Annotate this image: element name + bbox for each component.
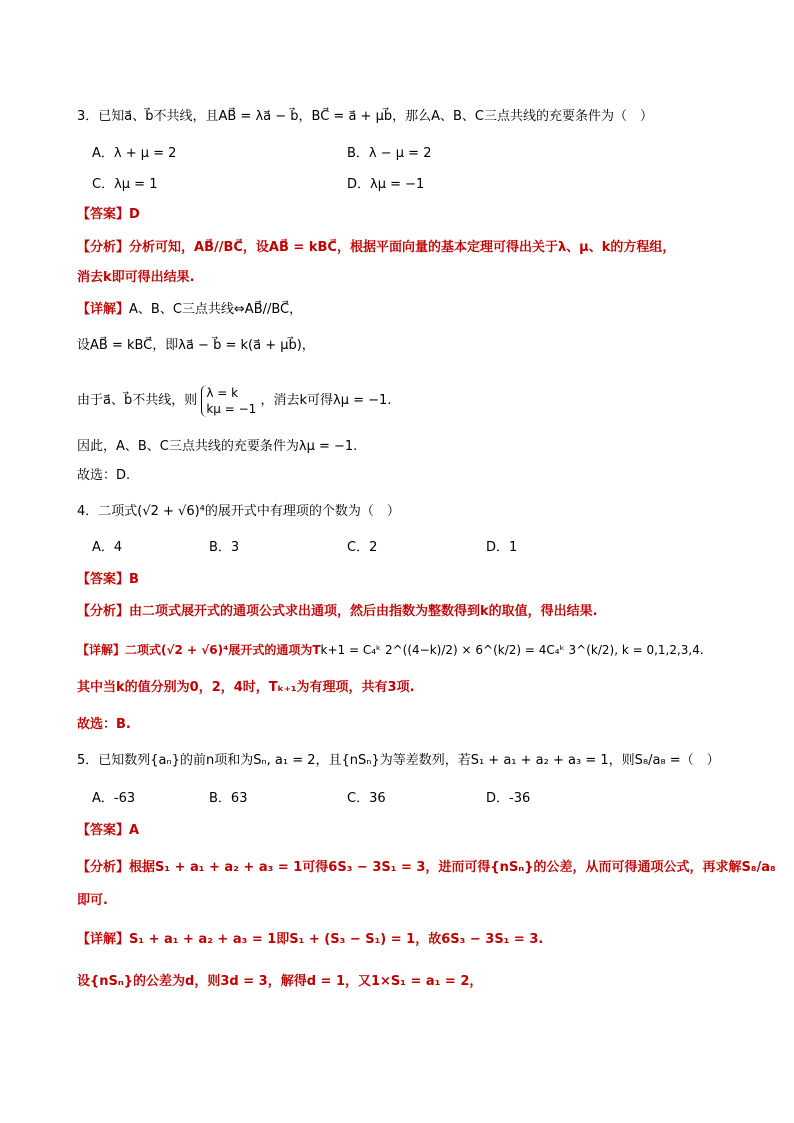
q3-answer-line — [77, 205, 734, 225]
system-bottom: kμ = −1 — [206, 402, 257, 416]
q5-option-d: D．-36 — [486, 791, 531, 806]
q3-analysis-line-1 — [77, 238, 734, 258]
q3-detail-line-2: 设AB⃗ = kBC⃗，即λa⃗ − b⃗ = k(a⃗ + μb⃗)， — [77, 338, 315, 353]
q3-detail-3-pre: 由于a⃗、b⃗不共线，则 — [77, 393, 198, 408]
q5-answer-line — [77, 821, 734, 841]
q5-answer: A — [129, 823, 140, 838]
q3-detail-line-3 — [77, 385, 734, 425]
q3-analysis-text-1: 分析可知，AB⃗//BC⃗，设AB⃗ = kBC⃗，根据平面向量的基本定理可得出关于λ、μ、k的方程组， — [129, 240, 676, 255]
q4-analysis-text-1: 由二项式展开式的通项公式求出通项，然后由指数为整数得到k的取值，得出结果. — [129, 604, 598, 619]
q3-option-a: A．λ + μ = 2 — [92, 146, 177, 161]
q3-answer: D — [129, 207, 140, 222]
q4-detail-line-2: 其中当k的值分别为0，2，4时，Tₖ₊₁为有理项，共有3项. — [77, 680, 415, 695]
q5-analysis-line-1 — [77, 858, 776, 878]
q5-detail-line-1 — [77, 930, 734, 950]
q3-detail-line-4: 因此，A、B、C三点共线的充要条件为λμ = −1. — [77, 439, 358, 454]
q5-analysis-line-2: 即可. — [77, 893, 108, 908]
q3-detail-text-1: A、B、C三点共线⇔AB⃗//BC⃗， — [129, 302, 303, 317]
q4-option-c: C．2 — [347, 540, 378, 555]
q3-detail-line-1 — [77, 300, 734, 320]
q3-stem: 3．已知a⃗、b⃗不共线，且AB⃗ = λa⃗ − b⃗，BC⃗ = a⃗ + μb⃗，那么A、B、C三点共线的充要条件为（ ） — [77, 109, 653, 124]
q5-stem: 5．已知数列{aₙ}的前n项和为Sₙ, a₁ = 2，且{nSₙ}为等差数列，若S₁ + a₁ + a₂ + a₃ = 1，则S₈/a₈ =（ ） — [77, 753, 720, 768]
answer-tag: 【答案】 — [77, 572, 130, 587]
answer-tag: 【答案】 — [77, 823, 130, 838]
detail-tag: 【详解】 — [77, 932, 130, 947]
q4-option-b: B．3 — [209, 540, 240, 555]
answer-tag: 【答案】 — [77, 207, 130, 222]
q4-detail-line-1 — [77, 640, 734, 660]
q4-analysis-line-1 — [77, 602, 734, 622]
detail-tag: 【详解】 — [77, 643, 126, 657]
analysis-tag: 【分析】 — [77, 860, 130, 875]
q5-analysis-text-1: 根据S₁ + a₁ + a₂ + a₃ = 1可得6S₃ − 3S₁ = 3，进而可得{nSₙ}的公差，从而可得通项公式，再求解S₈/a₈ — [129, 860, 776, 875]
q3-option-b: B．λ − μ = 2 — [347, 146, 432, 161]
q3-analysis-line-2: 消去k即可得出结果. — [77, 270, 195, 285]
q5-detail-line-2: 设{nSₙ}的公差为d，则3d = 3，解得d = 1，又1×S₁ = a₁ = 2， — [77, 974, 483, 989]
q5-detail-text-1: S₁ + a₁ + a₂ + a₃ = 1即S₁ + (S₃ − S₁) = 1，故6S₃ − 3S₁ = 3. — [129, 932, 544, 947]
q4-stem: 4．二项式(√2 + √6)⁴的展开式中有理项的个数为（ ） — [77, 504, 400, 519]
q5-option-a: A．-63 — [92, 791, 136, 806]
analysis-tag: 【分析】 — [77, 240, 130, 255]
q4-detail-formula: k+1 = C₄ᵏ 2^((4−k)/2) × 6^(k/2) = 4C₄ᵏ 3^(k/2), k = 0,1,2,3,4. — [320, 643, 704, 657]
q4-answer-line — [77, 570, 734, 590]
q4-option-a: A．4 — [92, 540, 123, 555]
q4-option-d: D．1 — [486, 540, 518, 555]
q4-answer: B — [129, 572, 139, 587]
q3-choose: 故选：D. — [77, 468, 131, 483]
q3-option-c: C．λμ = 1 — [92, 177, 158, 192]
equation-system — [201, 385, 256, 417]
q5-option-c: C．36 — [347, 791, 386, 806]
detail-tag: 【详解】 — [77, 302, 130, 317]
q3-detail-3-post: ，消去k可得λμ = −1. — [260, 393, 392, 408]
q3-option-d: D．λμ = −1 — [347, 177, 425, 192]
analysis-tag: 【分析】 — [77, 604, 130, 619]
system-top: λ = k — [206, 386, 239, 400]
q5-option-b: B．63 — [209, 791, 248, 806]
q4-detail-text-1: 二项式(√2 + √6)⁴展开式的通项为T — [125, 643, 321, 657]
q4-choose: 故选：B. — [77, 717, 131, 732]
